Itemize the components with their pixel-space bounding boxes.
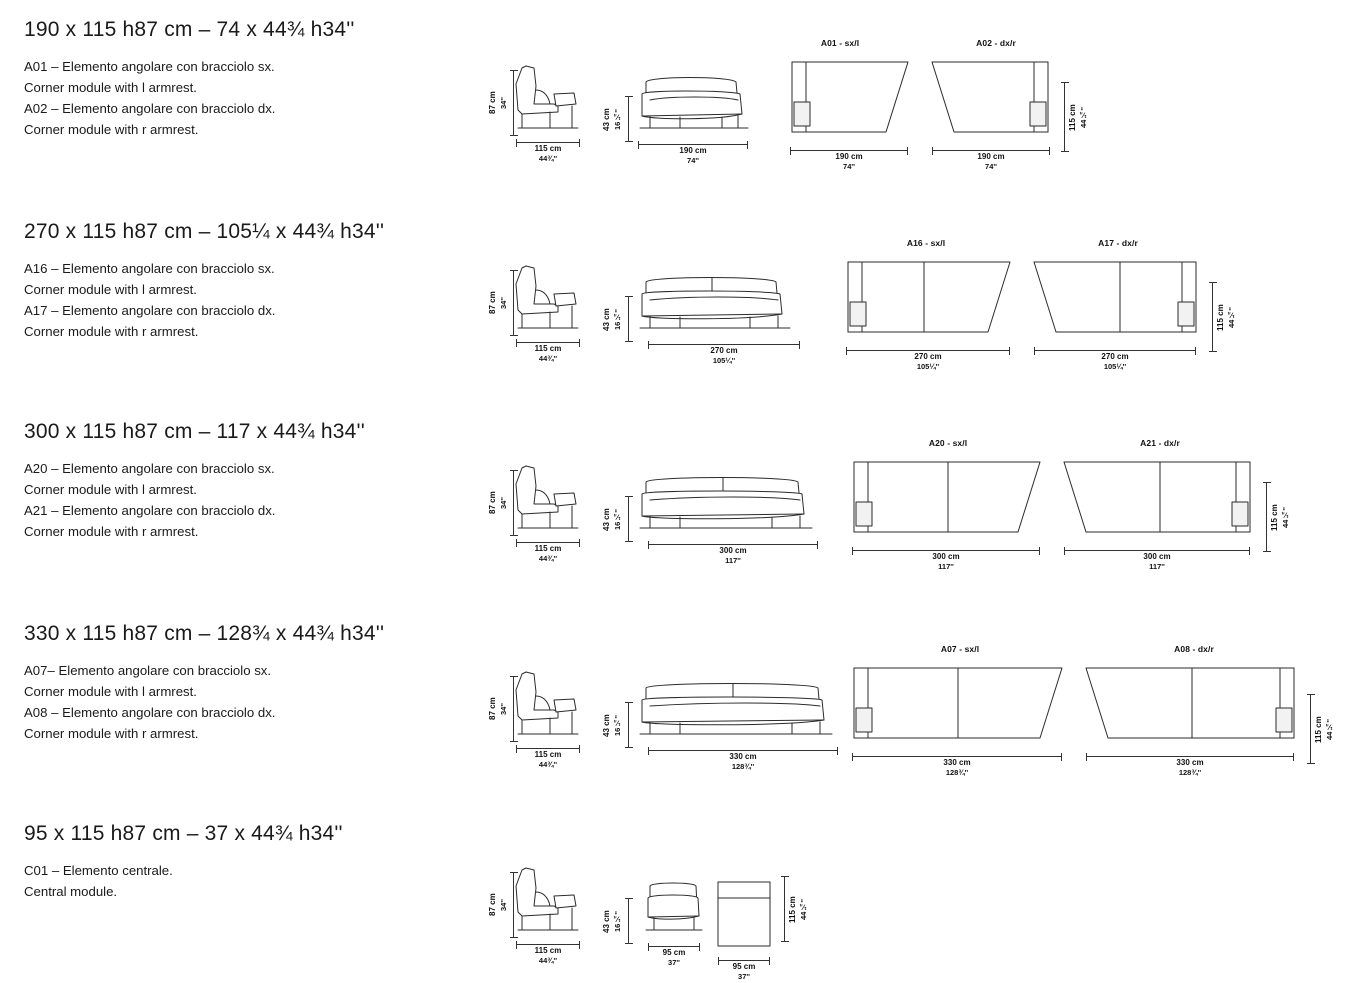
desc-line: Corner module with r armrest.: [24, 726, 199, 741]
page-title: 270 x 115 h87 cm – 105¼ x 44¾ h34'': [24, 220, 385, 243]
plan-depth-cm: 115 cm: [1314, 716, 1323, 744]
plan-left-drawing: [848, 438, 1048, 571]
plan-drawing: [712, 862, 808, 981]
desc-line: A01 – Elemento angolare con bracciolo sx.: [24, 59, 275, 74]
desc-line: Corner module with l armrest.: [24, 282, 197, 297]
desc-line: A16 – Elemento angolare con bracciolo sx.: [24, 261, 275, 276]
desc-line: C01 – Elemento centrale.: [24, 863, 173, 878]
side-height-in: 34'': [499, 899, 508, 911]
section-text-block: [24, 622, 454, 744]
plan-left-width-dim: 330 cm 128¾'': [943, 758, 971, 777]
side-height-cm: 87 cm: [488, 291, 497, 315]
front-elevation-drawing: [600, 666, 845, 771]
sofa-front-view: [600, 666, 845, 748]
page-title: 190 x 115 h87 cm – 74 x 44¾ h34'': [24, 18, 355, 41]
front-width-dim: 270 cm 105¼'': [710, 346, 738, 365]
front-width-dim: 95 cm 37'': [662, 948, 686, 967]
plan-right-width-dim: 190 cm 74'': [977, 152, 1005, 171]
sofa-front-view: [600, 60, 760, 142]
plan-right-label: A02 - dx/r: [976, 38, 1016, 48]
plan-left-width-dim: 270 cm 105¼'': [914, 352, 942, 371]
desc-line: Corner module with r armrest.: [24, 122, 199, 137]
desc-line: A07– Elemento angolare con bracciolo sx.: [24, 663, 272, 678]
desc-line: A21 – Elemento angolare con bracciolo dx.: [24, 503, 276, 518]
front-height-cm: 43 cm: [602, 308, 611, 332]
section-description: [24, 860, 454, 902]
plan-depth-in: 44¼'': [1281, 507, 1290, 529]
sofa-plan-right: [928, 56, 1068, 141]
side-elevation-drawing: [488, 460, 598, 563]
plan-left-drawing: [772, 38, 912, 171]
front-elevation-drawing: [600, 60, 760, 165]
section-row: [0, 800, 1345, 983]
sofa-front-view: [600, 460, 825, 542]
plan-left-drawing: [838, 238, 1018, 371]
sofa-plan-right: [1030, 256, 1210, 341]
sofa-plan-view: [712, 876, 792, 958]
plan-depth-cm: 115 cm: [1270, 504, 1279, 532]
desc-line: Corner module with l armrest.: [24, 684, 197, 699]
plan-right-drawing: [928, 38, 1088, 171]
section-description: [24, 660, 454, 744]
plan-depth-in: 44¼'': [1227, 307, 1236, 329]
section-description: [24, 56, 454, 140]
desc-line: Corner module with r armrest.: [24, 524, 199, 539]
plan-depth-cm: 115 cm: [788, 896, 797, 924]
desc-line: Corner module with l armrest.: [24, 482, 197, 497]
front-elevation-drawing: [600, 862, 710, 967]
front-height-in: 16¼'': [613, 109, 622, 131]
front-height-in: 16¼'': [613, 509, 622, 531]
side-width-dim: 115 cm 44¾'': [534, 344, 562, 363]
plan-left-width-dim: 190 cm 74'': [835, 152, 863, 171]
front-height-in: 16¼'': [613, 309, 622, 331]
plan-right-label: A21 - dx/r: [1140, 438, 1180, 448]
page-title: 300 x 115 h87 cm – 117 x 44¾ h34'': [24, 420, 365, 443]
sofa-plan-left: [848, 662, 1068, 747]
sofa-plan-right: [1060, 456, 1260, 541]
page-title: 330 x 115 h87 cm – 128¾ x 44¾ h34'': [24, 622, 385, 645]
plan-depth-cm: 115 cm: [1068, 104, 1077, 132]
plan-right-label: A08 - dx/r: [1174, 644, 1214, 654]
side-height-in: 34'': [499, 703, 508, 715]
plan-left-label: A01 - sx/l: [820, 38, 860, 48]
desc-line: Corner module with r armrest.: [24, 324, 199, 339]
desc-line: A02 – Elemento angolare con bracciolo dx.: [24, 101, 276, 116]
side-elevation-drawing: [488, 666, 598, 769]
side-height-cm: 87 cm: [488, 893, 497, 917]
plan-left-label: A07 - sx/l: [940, 644, 980, 654]
front-height-cm: 43 cm: [602, 508, 611, 532]
side-width-dim: 115 cm 44¾'': [534, 544, 562, 563]
plan-depth-in: 44¼'': [1079, 107, 1088, 129]
sofa-plan-left: [848, 456, 1048, 541]
side-height-cm: 87 cm: [488, 91, 497, 115]
front-height-cm: 43 cm: [602, 108, 611, 132]
plan-left-label: A16 - sx/l: [906, 238, 946, 248]
plan-right-width-dim: 270 cm 105¼'': [1101, 352, 1129, 371]
front-width-dim: 300 cm 117'': [719, 546, 747, 565]
plan-right-width-dim: 330 cm 128¾'': [1176, 758, 1204, 777]
plan-depth-in: 44¼'': [799, 899, 808, 921]
desc-line: A17 – Elemento angolare con bracciolo dx.: [24, 303, 276, 318]
section-description: [24, 258, 454, 342]
plan-depth-cm: 115 cm: [1216, 304, 1225, 332]
side-height-cm: 87 cm: [488, 491, 497, 515]
section-description: [24, 458, 454, 542]
front-height-cm: 43 cm: [602, 910, 611, 934]
front-height-in: 16¼'': [613, 911, 622, 933]
page-title: 95 x 115 h87 cm – 37 x 44¾ h34'': [24, 822, 343, 845]
plan-width-dim: 95 cm 37'': [732, 962, 756, 981]
side-height-in: 34'': [499, 297, 508, 309]
section-text-block: [24, 822, 454, 902]
desc-line: Corner module with l armrest.: [24, 80, 197, 95]
sofa-plan-left: [838, 256, 1018, 341]
section-text-block: [24, 220, 454, 342]
sofa-plan-right: [1082, 662, 1302, 747]
side-height-in: 34'': [499, 497, 508, 509]
plan-right-drawing: [1030, 238, 1236, 371]
front-height-cm: 43 cm: [602, 714, 611, 738]
front-height-in: 16¼'': [613, 715, 622, 737]
section-row: [0, 400, 1345, 600]
side-elevation-drawing: [488, 862, 598, 965]
sofa-front-view: [600, 260, 800, 342]
front-elevation-drawing: [600, 260, 800, 365]
side-height-in: 34'': [499, 97, 508, 109]
section-text-block: [24, 18, 454, 140]
section-row: [0, 0, 1345, 200]
plan-right-drawing: [1060, 438, 1290, 571]
plan-left-drawing: [848, 644, 1068, 777]
desc-line: A08 – Elemento angolare con bracciolo dx.: [24, 705, 276, 720]
plan-depth-in: 44¼'': [1325, 719, 1334, 741]
side-width-dim: 115 cm 44¾'': [534, 946, 562, 965]
side-width-dim: 115 cm 44¾'': [534, 750, 562, 769]
plan-left-label: A20 - sx/l: [928, 438, 968, 448]
section-text-block: [24, 420, 454, 542]
section-row: [0, 600, 1345, 800]
front-width-dim: 190 cm 74'': [679, 146, 707, 165]
front-elevation-drawing: [600, 460, 825, 565]
plan-right-width-dim: 300 cm 117'': [1143, 552, 1171, 571]
side-elevation-drawing: [488, 60, 598, 163]
front-width-dim: 330 cm 128¾'': [729, 752, 757, 771]
desc-line: A20 – Elemento angolare con bracciolo sx.: [24, 461, 275, 476]
sofa-plan-left: [772, 56, 912, 141]
side-elevation-drawing: [488, 260, 598, 363]
plan-right-drawing: [1082, 644, 1334, 777]
side-height-cm: 87 cm: [488, 697, 497, 721]
section-row: [0, 200, 1345, 400]
plan-right-label: A17 - dx/r: [1098, 238, 1138, 248]
side-width-dim: 115 cm 44¾'': [534, 144, 562, 163]
plan-left-width-dim: 300 cm 117'': [932, 552, 960, 571]
desc-line: Central module.: [24, 884, 118, 899]
